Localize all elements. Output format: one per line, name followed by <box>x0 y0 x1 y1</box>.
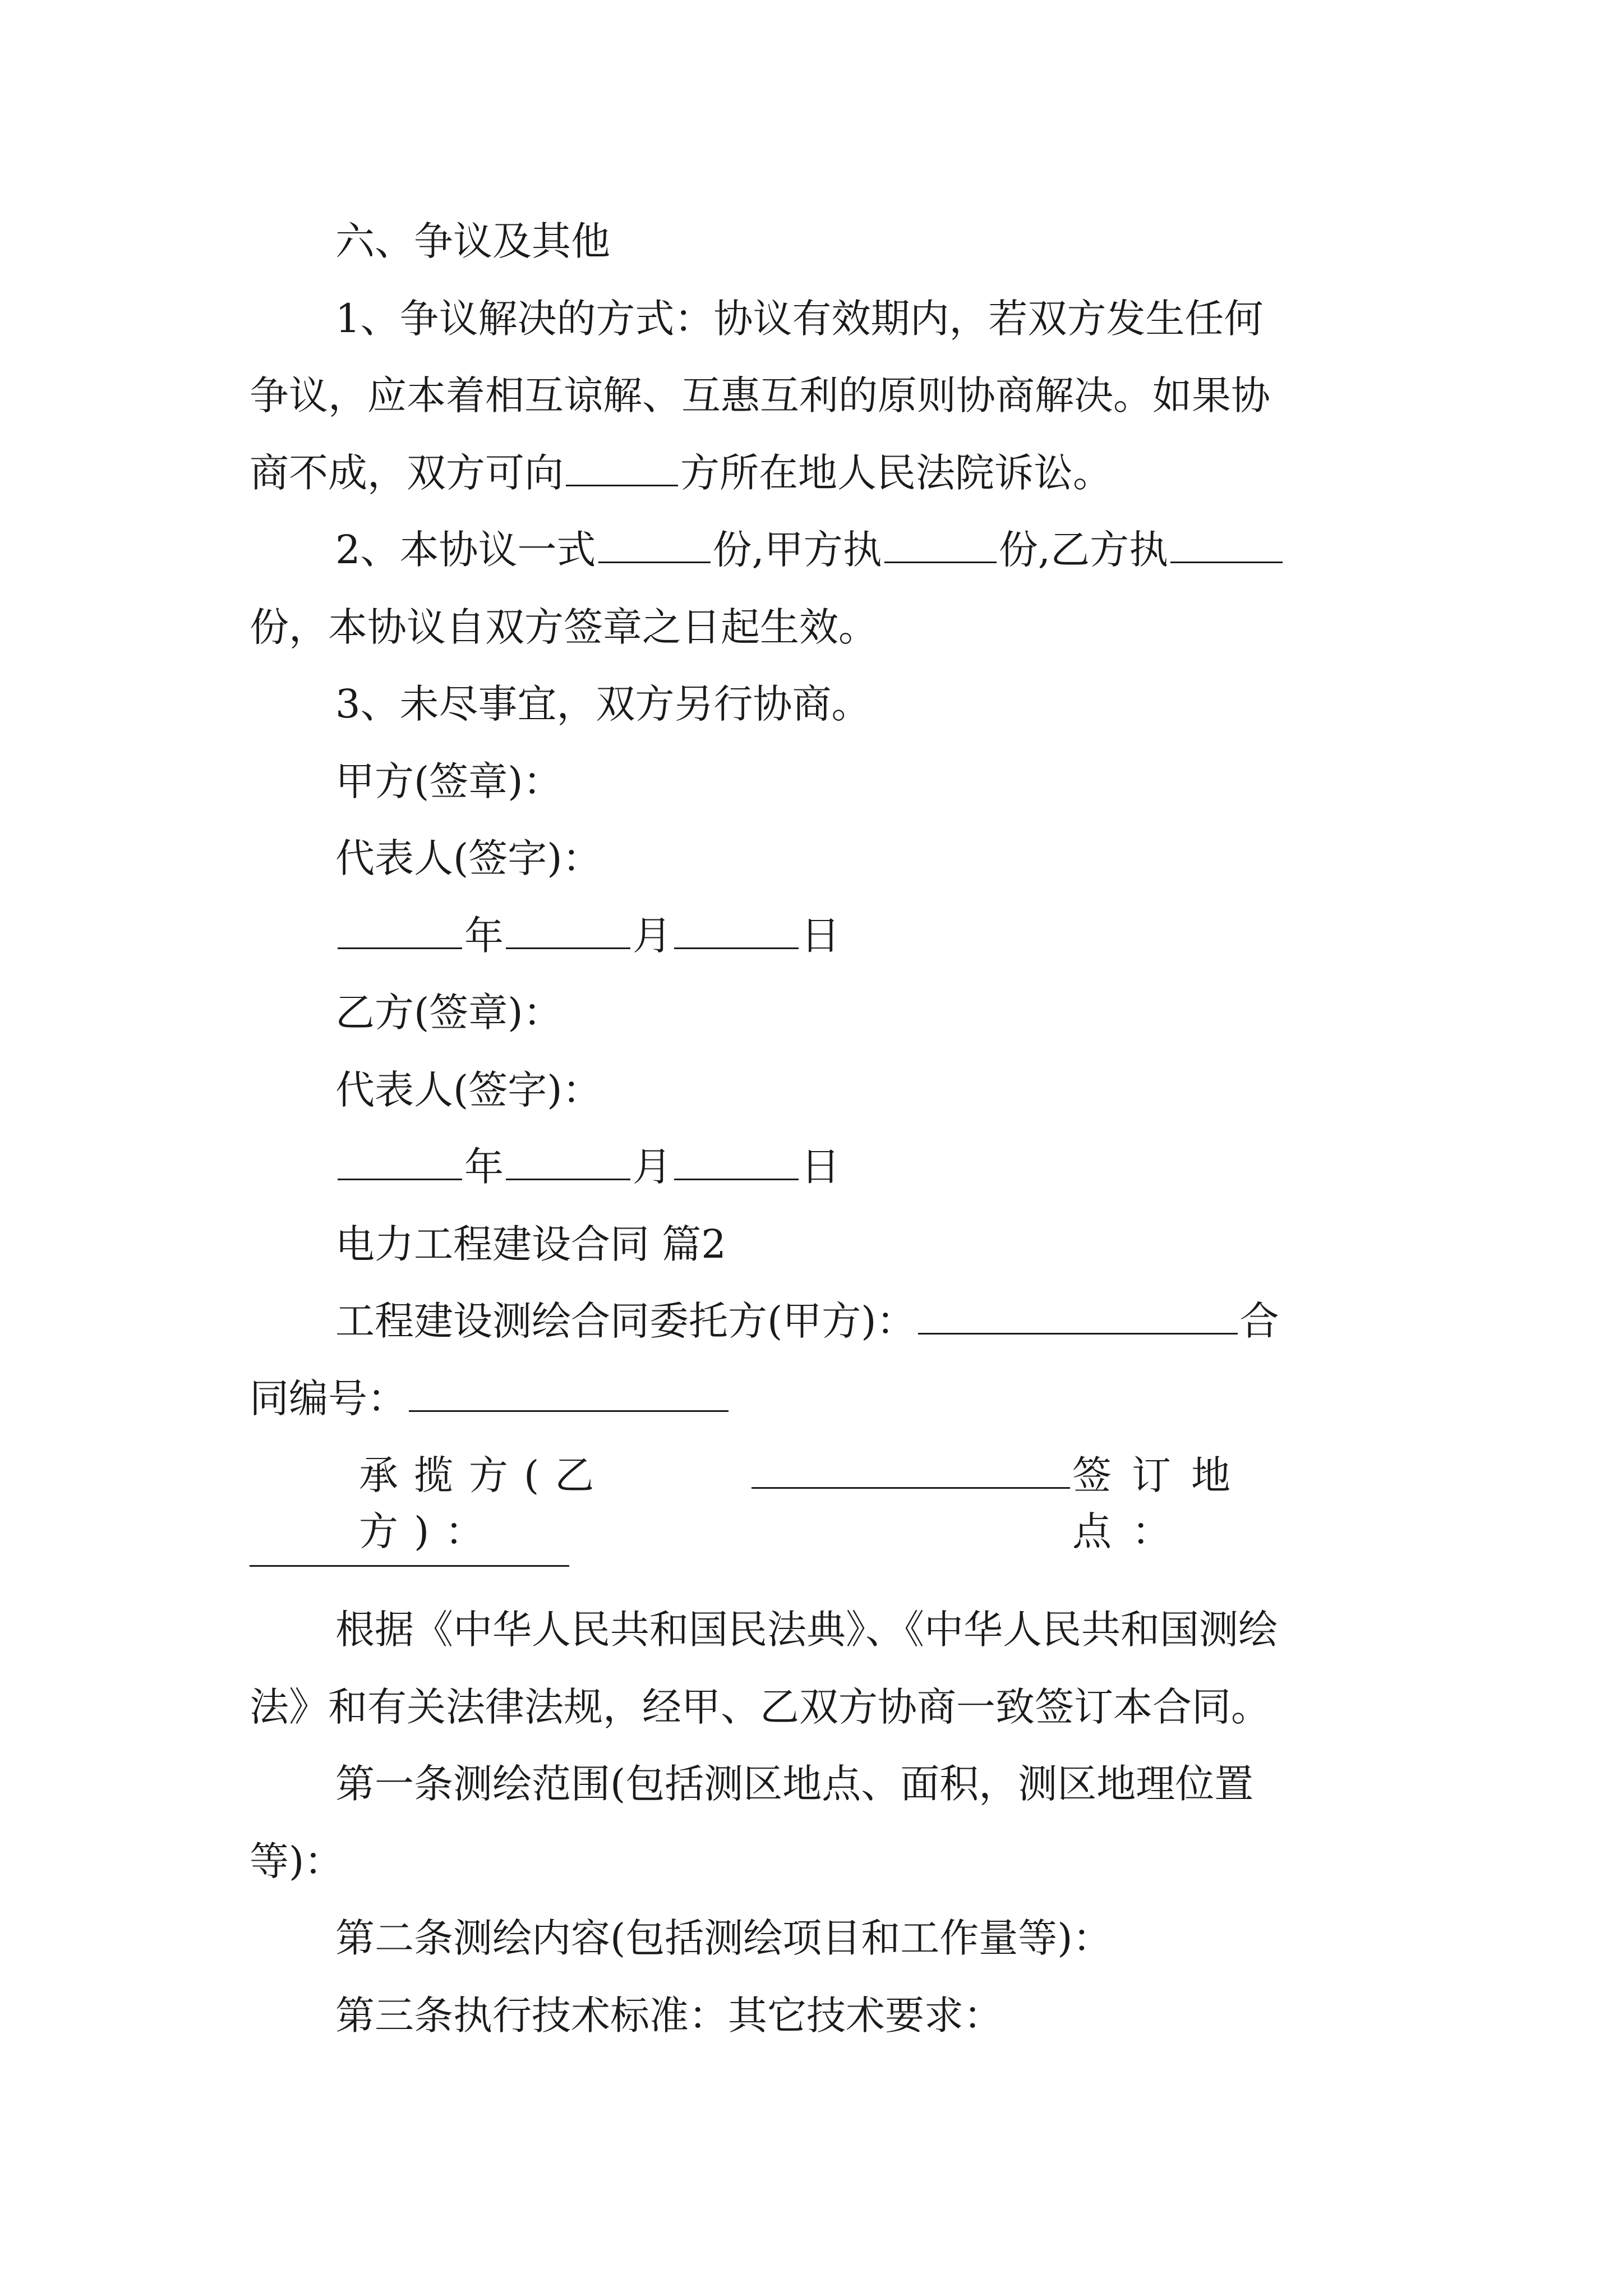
paragraph-line: 等)： <box>250 1838 344 1884</box>
fill-blank <box>674 916 799 949</box>
date-unit: 月 <box>633 913 672 959</box>
fill-blank <box>409 1379 728 1412</box>
text-segment: 方所在地人民法院诉讼。 <box>680 450 1112 496</box>
text-segment: 份,乙方执 <box>998 527 1169 573</box>
fill-blank <box>751 1456 1070 1489</box>
date-unit: 日 <box>801 913 840 959</box>
text-segment: 2、本协议一式 <box>335 527 596 573</box>
paragraph-line <box>250 1370 731 1427</box>
fill-blank <box>918 1301 1238 1335</box>
date-line <box>335 1139 840 1195</box>
text-segment: 商不成，双方可向 <box>250 450 564 496</box>
text-segment: 签订地点： <box>1072 1452 1251 1554</box>
paragraph-line <box>335 1293 1279 1349</box>
fill-blank <box>884 530 997 563</box>
paragraph-line: 3、未尽事宜，双方另行协商。 <box>335 681 871 727</box>
date-unit: 日 <box>801 1144 840 1190</box>
paragraph-line: 第一条测绘范围(包括测区地点、面积，测区地理位置 <box>335 1761 1254 1807</box>
paragraph-line <box>335 522 1285 578</box>
signature-label: 代表人(签字)： <box>335 1067 602 1113</box>
text-segment: 份,甲方执 <box>712 527 882 573</box>
text-segment: 合 <box>1239 1298 1279 1344</box>
fill-blank <box>506 916 630 949</box>
date-unit: 月 <box>633 1144 672 1190</box>
paragraph-line: 争议，应本着相互谅解、互惠互利的原则协商解决。如果协 <box>250 372 1270 418</box>
text-segment: 承揽方(乙方)： <box>359 1452 610 1554</box>
section-heading: 六、争议及其他 <box>335 218 610 264</box>
signature-label: 甲方(签章)： <box>335 758 562 804</box>
fill-blank <box>250 1565 569 1567</box>
paragraph-line: 份，本协议自双方签章之日起生效。 <box>250 604 878 650</box>
fill-blank <box>566 453 678 486</box>
paragraph-line: 第三条执行技术标准：其它技术要求： <box>335 1993 1003 2039</box>
fill-blank <box>674 1147 799 1180</box>
text-segment: 工程建设测绘合同委托方(甲方)： <box>335 1298 916 1344</box>
fill-blank <box>1170 530 1283 563</box>
section-title: 电力工程建设合同 篇2 <box>335 1221 726 1267</box>
paragraph-line <box>250 445 1112 501</box>
date-unit: 年 <box>464 1144 504 1190</box>
paragraph-line <box>359 1447 1368 1554</box>
paragraph-line: 法》和有关法律法规，经甲、乙双方协商一致签订本合同。 <box>250 1684 1270 1730</box>
signature-label: 乙方(签章)： <box>335 990 562 1036</box>
date-line <box>335 908 840 964</box>
fill-blank <box>598 530 711 563</box>
signature-label: 代表人(签字)： <box>335 835 602 881</box>
paragraph-line: 根据《中华人民共和国民法典》、《中华人民共和国测绘 <box>335 1607 1278 1653</box>
paragraph-line: 第二条测绘内容(包括测绘项目和工作量等)： <box>335 1915 1112 1961</box>
paragraph-line: 1、争议解决的方式：协议有效期内，若双方发生任何 <box>335 296 1264 342</box>
text-segment: 同编号： <box>250 1375 407 1421</box>
fill-blank <box>338 916 462 949</box>
date-unit: 年 <box>464 913 504 959</box>
fill-blank <box>338 1147 462 1180</box>
fill-blank <box>506 1147 630 1180</box>
